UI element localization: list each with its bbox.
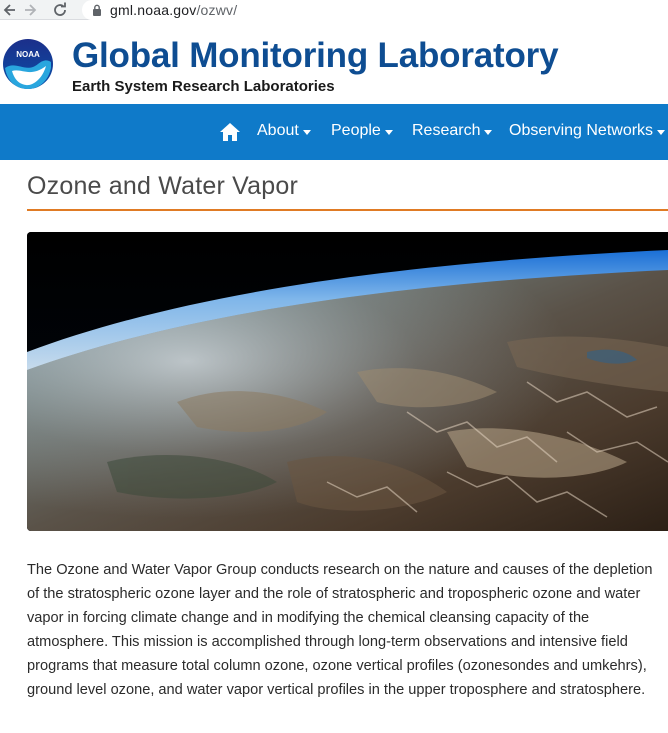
- main-navbar: [0, 104, 668, 160]
- title-divider: [27, 209, 668, 211]
- site-title[interactable]: Global Monitoring Laboratory: [72, 36, 559, 75]
- noaa-logo[interactable]: [2, 38, 54, 90]
- nav-item-label: People: [331, 122, 381, 139]
- intro-paragraph: The Ozone and Water Vapor Group conducts research on the nature and causes of the depletion of the stratospheric ozone layer and the role of stratospheric and tropospheric ozone and water vapor in forcing climate change and in modifying the chemical cleansing capacity of the atmosphere. This mission is accomplished through long-term observations and intensive field programs that measure total column ozone, ozone vertical profiles (ozonesondes and umkehrs), ground level ozone, and water vapor vertical profiles in the upper troposphere and stratosphere.: [27, 562, 653, 698]
- nav-item-research[interactable]: [412, 122, 492, 140]
- caret-down-icon: [657, 130, 665, 135]
- home-icon[interactable]: [219, 122, 241, 142]
- caret-down-icon: [303, 130, 311, 135]
- lock-icon[interactable]: [92, 4, 102, 16]
- nav-item-observing-networks[interactable]: [509, 122, 665, 140]
- logo-text: NOAA: [16, 50, 40, 59]
- site-header: [0, 20, 668, 104]
- caret-down-icon: [385, 130, 393, 135]
- browser-toolbar: [0, 0, 668, 20]
- nav-item-label: About: [257, 122, 299, 139]
- caret-down-icon: [484, 130, 492, 135]
- nav-item-label: Observing Networks: [509, 122, 654, 139]
- nav-item-label: Research: [412, 122, 481, 139]
- nav-item-people[interactable]: [331, 122, 393, 140]
- url-path: /ozwv/: [196, 2, 238, 18]
- address-bar[interactable]: [82, 0, 668, 20]
- reload-icon[interactable]: [50, 0, 70, 20]
- hero-image: [27, 232, 668, 531]
- page-title: Ozone and Water Vapor: [27, 172, 299, 200]
- site-subtitle: Earth System Research Laboratories: [72, 78, 335, 95]
- url-text: [110, 2, 237, 18]
- url-host: gml.noaa.gov: [110, 2, 197, 18]
- back-arrow-icon[interactable]: [0, 0, 20, 20]
- nav-item-about[interactable]: [257, 122, 311, 140]
- forward-arrow-icon[interactable]: [20, 0, 40, 20]
